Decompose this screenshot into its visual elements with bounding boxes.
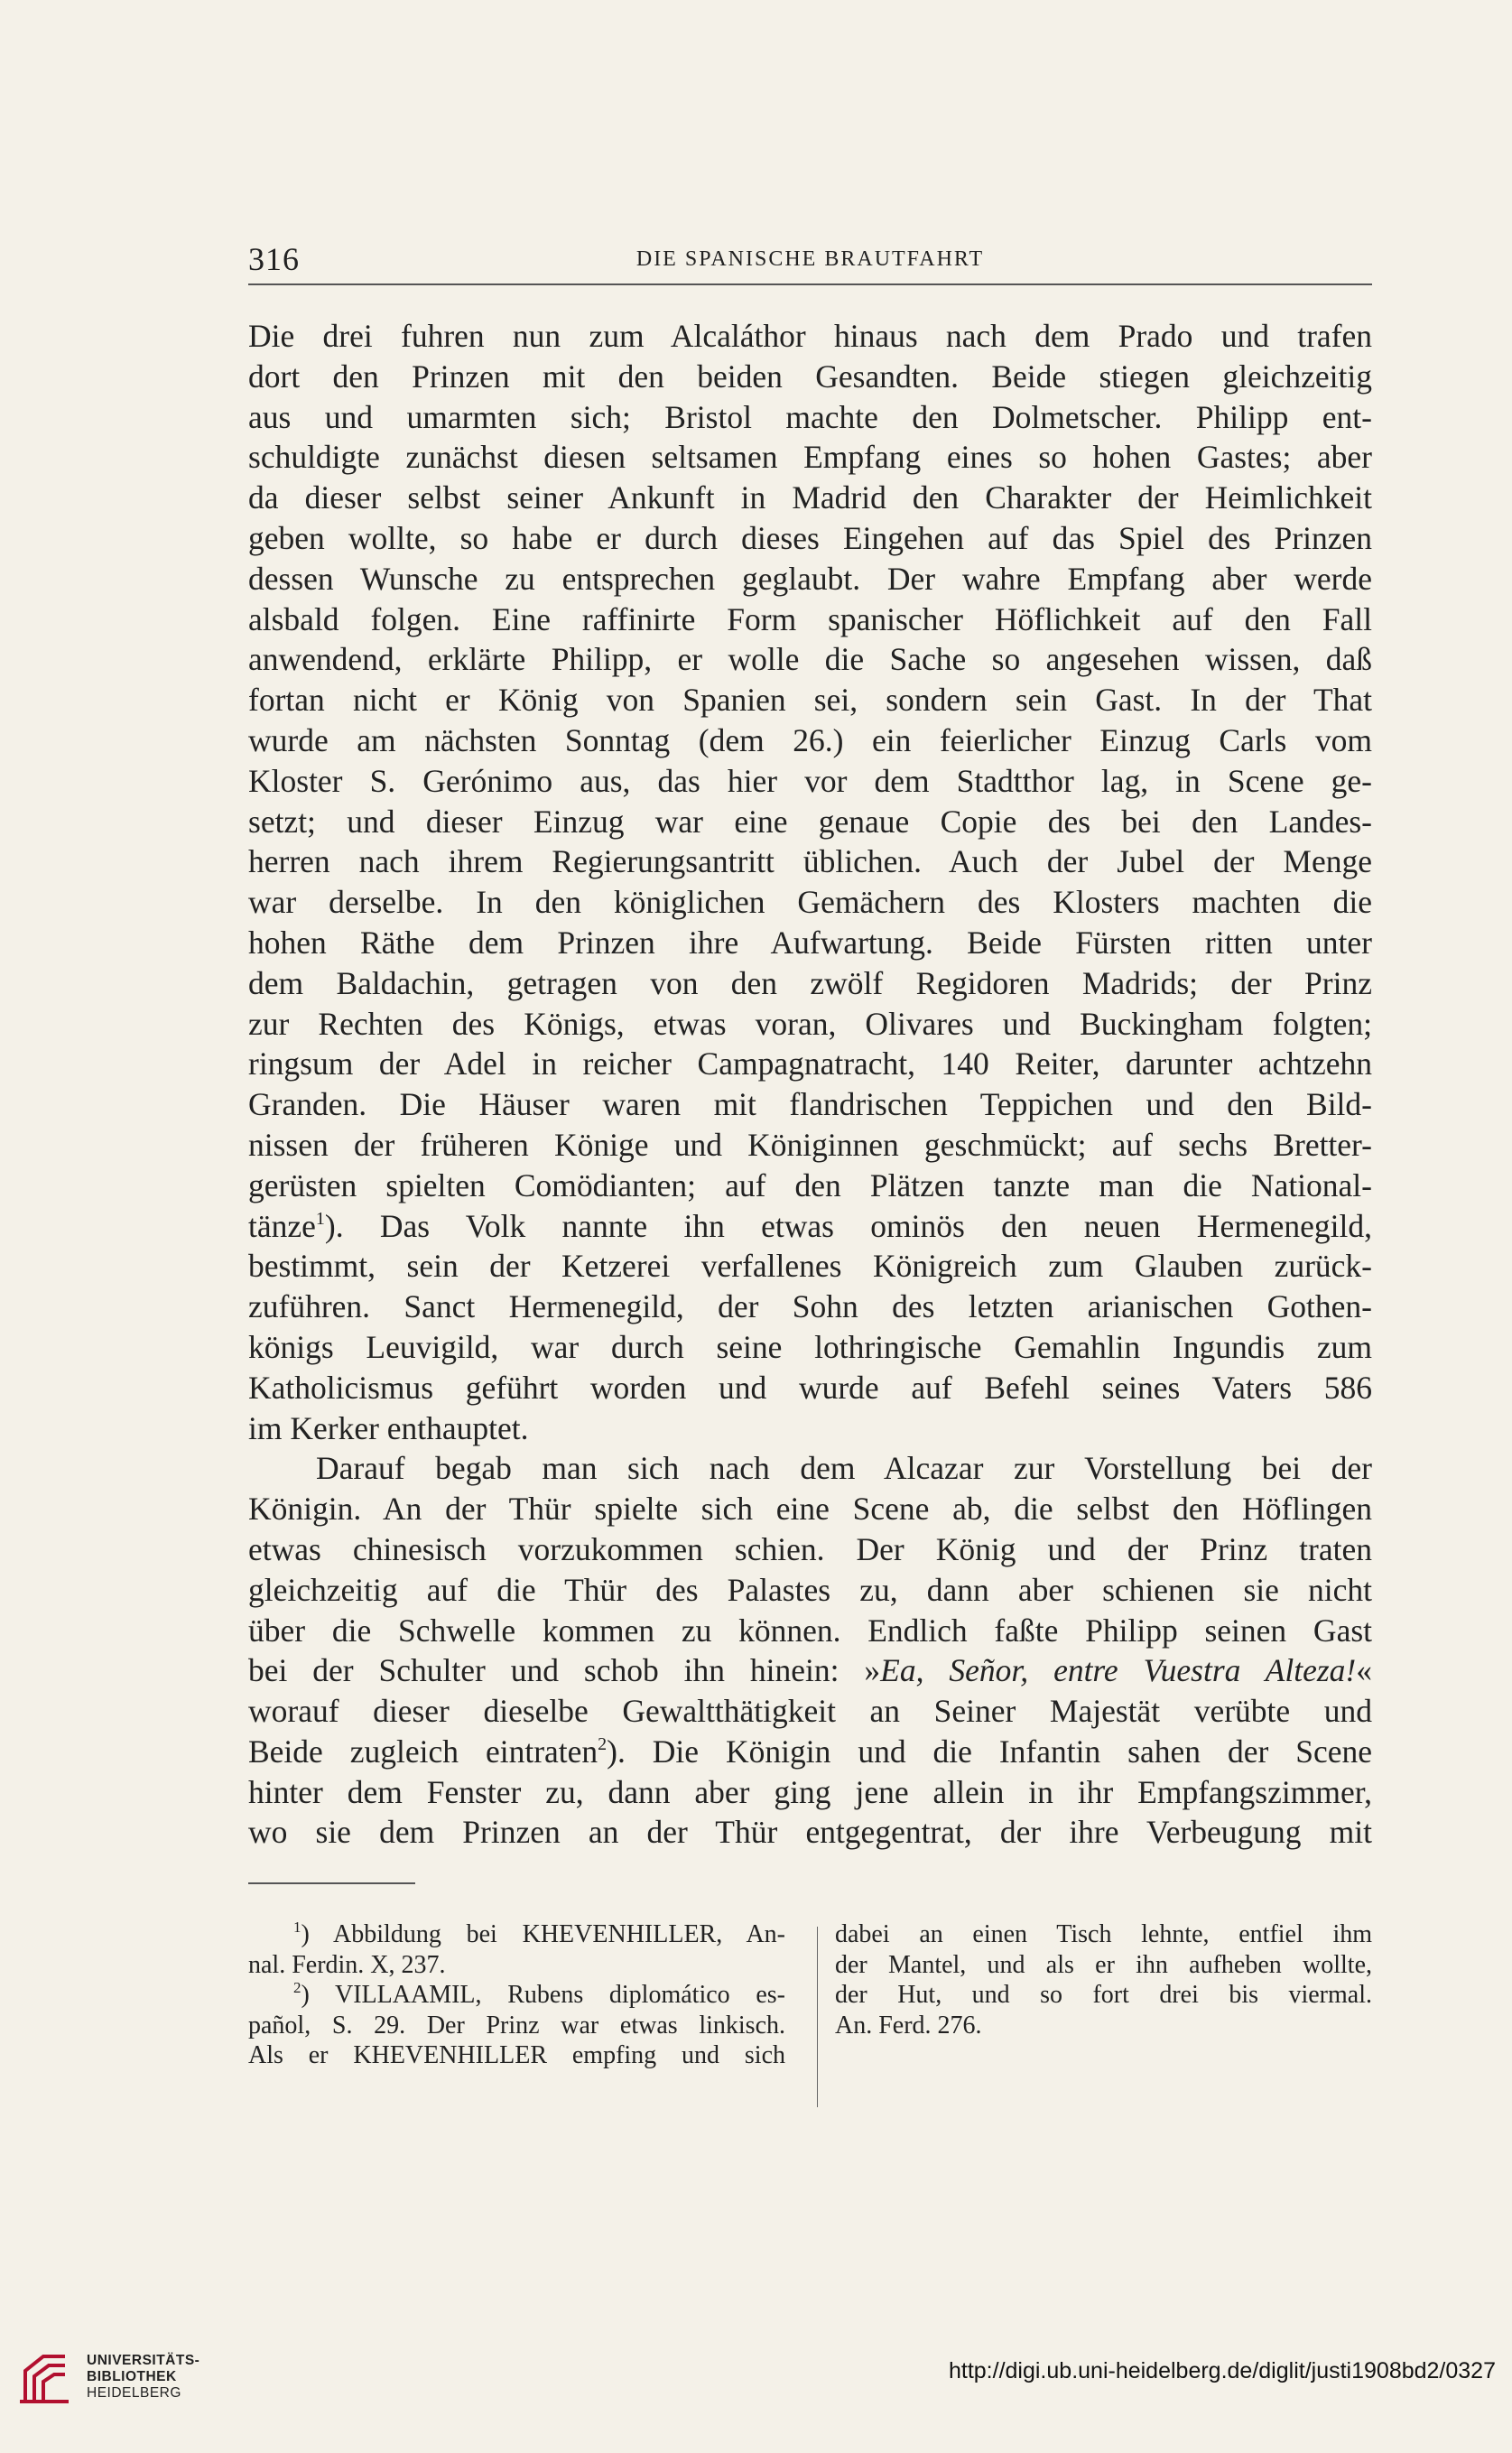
footnotes-left-column (248, 1919, 785, 2071)
text-line (248, 1732, 1372, 1772)
footnote-2 (248, 1980, 785, 2011)
footnote-1 (248, 1919, 785, 1950)
text-line: ringsum der Adel in reicher Campagnatracht, 140 Reiter, darunter achtzehn (248, 1045, 1372, 1082)
text-line: fortan nicht er König von Spanien sei, sondern sein Gast. In der That (248, 682, 1372, 719)
footnote-text: der Mantel, und als er ihn aufheben wollte, (835, 1950, 1372, 1979)
column-divider (817, 1927, 818, 2107)
footnote-ref-1[interactable]: 1 (315, 1208, 325, 1229)
footnote-text: ) Abbildung bei KHEVENHILLER, An- (301, 1920, 785, 1948)
text-line: anwendend, erklärte Philipp, er wolle die Sache so angesehen wissen, daß (248, 641, 1372, 678)
text-line: zuführen. Sanct Hermenegild, der Sohn des letzten arianischen Gothen- (248, 1288, 1372, 1325)
running-title: DIE SPANISCHE BRAUTFAHRT (635, 247, 985, 271)
text-fragment: bei der Schulter und schob ihn hinein: » (248, 1652, 881, 1689)
text-line: aus und umarmten sich; Bristol machte den Dolmetscher. Philipp ent- (248, 398, 1372, 435)
text-line: setzt; und dieser Einzug war eine genaue Copie des bei den Landes- (248, 803, 1372, 840)
text-line: Granden. Die Häuser waren mit flandrischen Teppichen und den Bild- (248, 1086, 1372, 1123)
text-line: wurde am nächsten Sonntag (dem 26.) ein feierlicher Einzug Carls vom (248, 721, 1372, 758)
footnote-text: ) VILLAAMIL, Rubens diplomático es- (301, 1981, 785, 2009)
main-text (248, 316, 1372, 1853)
text-line: hinter dem Fenster zu, dann aber ging jene allein in ihr Empfangszimmer, (248, 1773, 1372, 1810)
text-line: zur Rechten des Königs, etwas voran, Olivares und Buckingham folgten; (248, 1005, 1372, 1042)
source-url-link[interactable]: http://digi.ub.uni-heidelberg.de/diglit/justi1908bd2/0327 (948, 2358, 1496, 2383)
text-fragment: ). Das Volk nannte ihn etwas ominös den neuen Hermenegild, (324, 1207, 1372, 1244)
footnote-text: Als er KHEVENHILLER empfing und sich (248, 2041, 785, 2069)
library-name-line: HEIDELBERG (87, 2385, 181, 2401)
text-line: Die drei fuhren nun zum Alcaláthor hinaus nach dem Prado und trafen (248, 318, 1372, 354)
text-line: herren nach ihrem Regierungsantritt üblichen. Auch der Jubel der Menge (248, 843, 1372, 880)
text-line: im Kerker enthauptet. (248, 1409, 529, 1446)
text-line: Katholicismus geführt worden und wurde auf Befehl seines Vaters 586 (248, 1369, 1372, 1406)
footnote-mark: 1 (293, 1919, 301, 1936)
text-line: Kloster S. Gerónimo aus, das hier vor dem Stadtthor lag, in Scene ge- (248, 762, 1372, 799)
text-line (248, 1650, 1372, 1691)
text-line: alsbald folgen. Eine raffinirte Form spanischer Höflichkeit auf den Fall (248, 600, 1372, 637)
text-line: dessen Wunsche zu entsprechen geglaubt. Der wahre Empfang aber werde (248, 560, 1372, 597)
text-line: gleichzeitig auf die Thür des Palastes zu, dann aber schienen sie nicht (248, 1571, 1372, 1608)
text-line: bestimmt, sein der Ketzerei verfallenes Königreich zum Glauben zurück- (248, 1248, 1372, 1285)
footnote-mark: 2 (293, 1979, 301, 1996)
text-fragment: « (1356, 1652, 1372, 1689)
footnotes-right-column (835, 1919, 1372, 2040)
text-fragment: tänze (248, 1207, 316, 1244)
footnote-text: An. Ferd. 276. (835, 2011, 982, 2040)
footnote-text: pañol, S. 29. Der Prinz war etwas linkisch. (248, 2011, 785, 2040)
spanish-quote: Ea, Señor, entre Vuestra Alteza! (880, 1652, 1357, 1689)
footnote-ref-2[interactable]: 2 (598, 1733, 608, 1754)
text-line: dort den Prinzen mit den beiden Gesandten. Beide stiegen gleichzeitig (248, 358, 1372, 395)
footnote-text: der Hut, und so fort drei bis viermal. (835, 1981, 1372, 2009)
page-header (248, 233, 1372, 285)
text-line: geben wollte, so habe er durch dieses Eingehen auf das Spiel des Prinzen (248, 519, 1372, 556)
text-line: war derselbe. In den königlichen Gemächern des Klosters machten die (248, 884, 1372, 921)
footnote-text: nal. Ferdin. X, 237. (248, 1950, 446, 1979)
library-name-line: UNIVERSITÄTS- (87, 2353, 200, 2368)
text-line: etwas chinesisch vorzukommen schien. Der König und der Prinz traten (248, 1530, 1372, 1567)
footnote-rule (248, 1882, 415, 1884)
library-name (87, 2353, 199, 2402)
text-line: wo sie dem Prinzen an der Thür entgegentrat, der ihre Verbeugung mit (248, 1814, 1372, 1851)
text-line: gerüsten spielten Comödianten; auf den Plätzen tanzte man die National- (248, 1166, 1372, 1203)
text-line: worauf dieser dieselbe Gewaltthätigkeit an Seiner Majestät verübte und (248, 1693, 1372, 1730)
text-line: nissen der früheren Könige und Königinnen geschmückt; auf sechs Bretter- (248, 1126, 1372, 1163)
text-line: über die Schwelle kommen zu können. Endlich faßte Philipp seinen Gast (248, 1612, 1372, 1649)
text-fragment: Beide zugleich eintraten (248, 1733, 598, 1770)
text-line: hohen Räthe dem Prinzen ihre Aufwartung. Beide Fürsten ritten unter (248, 924, 1372, 961)
text-line (248, 1206, 1372, 1247)
text-line: dem Baldachin, getragen von den zwölf Regidoren Madrids; der Prinz (248, 964, 1372, 1001)
library-name-line: BIBLIOTHEK (87, 2369, 177, 2384)
library-logo-icon (16, 2349, 74, 2407)
text-line: Darauf begab man sich nach dem Alcazar zur Vorstellung bei der (316, 1450, 1372, 1487)
page-number: 316 (248, 241, 300, 277)
text-line: Königin. An der Thür spielte sich eine Scene ab, die selbst den Höflingen (248, 1491, 1372, 1528)
text-line: königs Leuvigild, war durch seine lothringische Gemahlin Ingundis zum (248, 1328, 1372, 1365)
text-line: da dieser selbst seiner Ankunft in Madrid den Charakter der Heimlichkeit (248, 479, 1372, 516)
library-logo[interactable] (16, 2346, 224, 2411)
text-line: schuldigte zunächst diesen seltsamen Empfang eines so hohen Gastes; aber (248, 439, 1372, 476)
text-fragment: ). Die Königin und die Infantin sahen der Scene (607, 1733, 1372, 1770)
footnote-text: dabei an einen Tisch lehnte, entfiel ihm (835, 1920, 1372, 1948)
